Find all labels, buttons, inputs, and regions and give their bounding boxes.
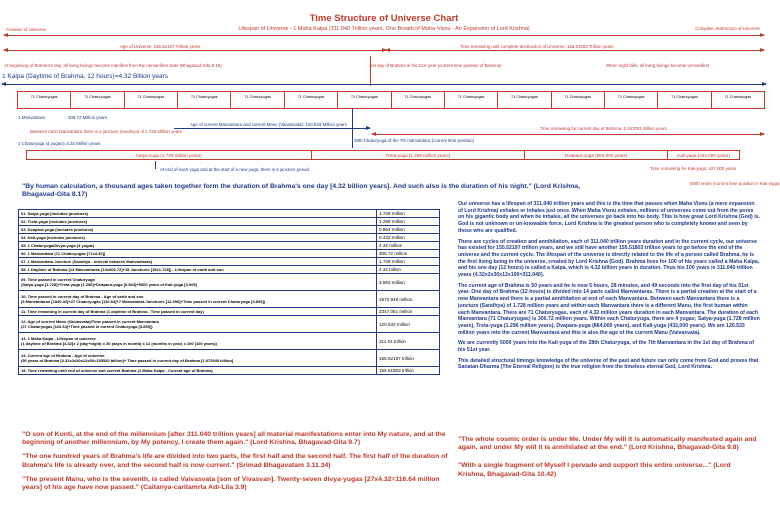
table-value: 4.32 million [377,242,440,250]
table-row [19,308,440,316]
table-row [19,367,440,375]
manvantara-label: 1 Manvantara [18,115,45,120]
table-key [19,250,377,258]
manvantara-years-label: 306.72 Million years [68,115,108,120]
chaturyuga-box: 71 Chaturyugas [178,92,231,108]
table-row [19,226,440,234]
chaturyuga-box: 71 Chaturyugas [392,92,445,108]
chaturyuga-box: 71 Chaturyugas [498,92,551,108]
table-key-detail: (6 Manvantaras [1840.32]+27 Chaturyugas [116.64]+7 Manvantara Junctures [12.096]+Time passed in current Chaturyuga [3.893]) [21,299,266,304]
table-row [19,218,440,226]
scripture-quote: "The whole cosmic order is under Me. Under My will it is automatically manifested again and again, and under My will it is annihilated at the end." (Lord Krishna, Bhagavad-Gita 9.8) [458,436,757,452]
description-paragraph: This detailed structural timings knowledge of the universe of the past and future can only come from God and proves that Sanatan-Dharma (The Eternal Religion) is the true religion from the timeless eternal God, Lord Krishna. [458,357,759,371]
kali-current-label: 5000 years (current time position in Kali-yuga) [690,181,780,186]
lifespan-arrow [4,35,764,36]
current-chaturyuga-label: 28th Chaturyuga of the 7th manvantara (current time position) [354,138,475,143]
chart-subtitle: Lifespan of Universe - 1 Maha Kalpa (311.040 Trillion years, One Breath of Maha-Visnu - An Expansion of Lord Krishna) [238,26,530,32]
creation-label: Creation of Universe [6,27,47,32]
table-key-label: 04. Kali-yuga (includes junctures) [21,235,85,240]
remaining-label: Time remaining until complete destruction of Universe: 155.51803 Trillion years [460,44,614,49]
juncture-label: Between each Manvantara there is a juncture (sandhya) of 1.728 Million years [30,129,182,134]
table-key [19,333,377,350]
chaturyuga-box: 71 Chaturyugas [338,92,391,108]
table-key-detail: (27 Chaturyugas [116.64]+Time passed in current Chaturyuga [3.893]) [21,324,153,329]
chaturyuga-box: 71 Chaturyugas [724,95,752,99]
table-row [19,350,440,367]
yuga-satya: Satya-yuga (1.728 million years) [27,151,312,159]
table-key-label: 03. Dvapara-yuga (includes junctures) [21,227,94,232]
scripture-quote: "The present Manu, who is the seventh, is called Vaivasvata [son of Vivasvan]. Twenty-seven divya-yugas [27x4.32=116.64 million years] of his age have now passed." (Caitanya-caritamrta Adi-Lila 3.9) [22,475,440,492]
table-value: 1.728 million [377,258,440,266]
table-row [19,333,440,350]
remaining-day-label: Time remaining for current day of Brahma: 2.347051 Billion years [540,126,667,131]
kalpa-arrow [2,84,766,85]
table-value: 2347.051 million [377,308,440,316]
description-text [458,201,760,375]
age-manvantara-arrow [174,128,370,129]
age-manvantara-label: Age of current Manvantara and current Manu (Vaivasvata): 120.533 Million years [190,122,347,127]
table-key-label: 06. 1 Manvantara (71 Chaturyugas [71x4.32]) [21,251,106,256]
night-falls-label: When night falls, all living beings become unmanifest [606,63,709,68]
chaturyuga-box: 71 Chaturyugas [125,92,178,108]
table-key-label: 14. Current age of Brahma - Age of universe [21,353,105,358]
current-day-marker [370,56,371,86]
juncture-note-label: At end of each yuga and at the start of a new yuga, there is a juncture period [160,167,309,172]
scripture-quote: "The one hundred years of Brahma's life are divided into two parts, the first half and the second half. The first half of the duration of Brahma's life is already over, and the second half is now current." (Srimad Bhagavatam 3.11.34) [22,453,448,469]
description-paragraph: The current age of Brahma is 50 years and he is now 5 hours, 28 minutes, and 49 seconds into the first day of his 51st year. One day of Brahma (12 hours) is divided into 14 parts called Manvantaras. There is a partial creation at the start of a new Manvantara and there is a partial annihilation at end of each Manvantara. Between each Manvantara there is a juncture (Sandhya) of 1.728 million years and within each Manvantara there is a different Manu, the first human within each Manvantara. There are 71 Chaturyugas, each of 4.32 million years duration in each Manvantara. The duration of each Manvantara (71 Chaturyugas) is 306.72 million years. Within each Chaturyuga, there are 4 yugas; Satya-yuga (1.728 million years), Treta-yuga (1.296 million years), Dvapara-yuga (864,000 years), and Kali-yuga (432,000 years). We are 120.533 million years into the current Manvantara and this is also the age of the current Manu (Vaivasvata). [458,282,760,336]
table-key [19,316,377,333]
quotes-left [22,431,452,498]
chaturyuga-box: 71 Chaturyugas [285,92,338,108]
day-begin-label: At beginning of Brahma's day, all living beings become manifest from the unmanifest state (Bhagavad-Gita 8.18) [4,63,222,68]
juncture-note-marker [155,161,156,169]
table-key-detail: (50 years of Brahma [4.32x2x30x12x50=155520 billion]+ Time passed in current day of Brahma [1.972949 billion] [21,358,234,363]
table-key [19,308,377,316]
table-key [19,274,377,291]
table-row [19,234,440,242]
table-key-label: 02. Treta-yuga (includes junctures) [21,219,88,224]
table-value: 155.52197 trillion [377,350,440,367]
quotes-right [458,436,758,489]
table-row [19,258,440,266]
chaturyuga-box: 71 Chaturyugas [552,92,605,108]
table-key-label: 10. Time passed in current day of Brahma - Age of earth and sun [21,294,144,299]
table-key-label: 11. Time remaining in current day of Brahma (1 daytime of Brahma - Time passed in current day) [21,309,204,314]
table-key-detail: (1 daytime of Brahma [4.32]x 2 (day+night) x 30 (days in month) x 12 (months in year) x 100 (100 years)) [21,341,217,346]
table-value: 120.533 million [377,316,440,333]
chaturyuga-box: 71 Chaturyugas [18,92,71,108]
table-value: 311.04 trillion [377,333,440,350]
table-value: 1.728 million [377,210,440,218]
current-day-label: 1st day of Brahma in his 51st year (current time position of Brahma) [370,63,502,68]
scripture-quote: "With a single fragment of Myself I pervade and support this entire universe..." (Lord Krishna, Bhagavad-Gita 10.42) [458,462,731,478]
yuga-kali: Kali-yuga (432,000 years) [677,153,730,158]
table-value: 0.864 million [377,226,440,234]
table-key [19,266,377,274]
time-table [18,209,440,375]
chaturyuga-row [17,91,765,109]
remaining-arrow [386,50,764,51]
chaturyuga-box: 71 Chaturyugas [231,92,284,108]
kalpa-label: 1 Kalpa (Daytime of Brahma, 12 hours)=4.32 Billion years [2,73,169,80]
table-key [19,234,377,242]
table-value: 1.296 million [377,218,440,226]
table-key [19,210,377,218]
table-key [19,367,377,375]
chaturyuga-box: 71 Chaturyugas [658,92,711,108]
table-value: 306.72 million [377,250,440,258]
table-row [19,210,440,218]
table-key-label: 05. 1 Chaturyuga/Divya-yuga (4 yugas) [21,243,95,248]
table-key-label: 09. Time passed in current Chaturyuga [21,277,95,282]
quote-bg-8-17: "By human calculation, a thousand ages taken together form the duration of Brahma's one day [4.32 billion years]. And such also is the duration of his night." (Lord Krishna, Bhagavad-Gita 8.17) [22,183,581,199]
table-key-label: 15. Time remaining until end of universe and current Brahma (1 Maha Kalpa - Current age of Brahma) [21,368,213,373]
table-key-label: 01. Satya-yuga (includes junctures) [21,211,89,216]
table-value: 1972.949 million [377,291,440,308]
table-row [19,274,440,291]
yuga-treta: Treta-yuga (1.296 million years) [312,151,526,159]
table-key [19,291,377,308]
description-paragraph: Our universe has a lifespan of 311.040 trillion years and this is the time that passes when Maha Visnu (a mere expansion of Lord Krishna) exhales or inhales just once. When Maha Visnu exhales, millions of universes come out from the pores on his gigantic body and when he inhales, all the universes go back into his body. This is how great Lord Krishna (God) is. God is not unknown or un-knowable force, Lord Krishna is the greatest person who is completely known and seen by those who are qualified. [458,201,760,234]
table-key [19,258,377,266]
table-key-label: 08. 1 Daytime of Brahma (14 Manvantaras [14x306.72]+15 Junctures [15x1.728]) - Lifespan of earth and sun [21,267,224,272]
scripture-quote: "O son of Kunti, at the end of the millennium [after 311.040 trillion years] all material manifestations enter into My nature, and at the beginning of another millennium, by My potency, I create them again." (Lord Krishna, Bhagavad-Gita 9.7) [22,431,446,447]
kali-remaining-label: Time remaining for Kali-yuga: 427,000 years [650,166,737,171]
table-key [19,242,377,250]
table-row [19,266,440,274]
table-value: 3.893 million [377,274,440,291]
table-value: 155.51803 trillion [377,367,440,375]
table-row [19,250,440,258]
description-paragraph: We are currently 5000 years into the Kali-yuga of the 28th Chaturyuga, of the 7th Manvantara in the 1st day of Brahma of his 51st year. [458,340,754,354]
chart-title: Time Structure of Universe Chart [309,13,459,24]
current-chaturyuga-marker [352,108,353,148]
table-key-detail: (Satya-yuga [1.728]+Treta-yuga [1.296]+Dvapara-yuga [0.864]+5000 years of Kali-yuga [0.005] [21,282,197,287]
table-key [19,350,377,367]
table-key-label: 13. 1 Maha Kalpa - Lifespan of universe [21,336,96,341]
table-row [19,316,440,333]
table-value: 0.432 million [377,234,440,242]
one-chaturyuga-label: 1 Chaturyuga (4 yugas)=4.32 Million years [18,141,101,146]
chaturyuga-box: 71 Chaturyugas [71,92,124,108]
yuga-dvapara: Dvapara-yuga (864,000 years) [525,151,668,159]
age-label: Age of Universe: 155.52197 Trillion years [120,44,201,49]
table-row [19,242,440,250]
description-paragraph: There are cycles of creation and annihilation, each of 311.040 trillion years duration and in the current cycle, our universe has existed for 155.52197 trillion years, and we still have another 155.51803 trillion years to go before the end of the universe and the current cycle. The lifespan of the universe is directly related to the life of a person called Brahma, he is the first living being in the universe, created by Lord Krishna (God). Brahma lives for 100 of his years called a Maha Kalpa, and his one day (12 hours) is called a Kalpa, which is 4.32 billion years in duration. Thus his 100 years is 311.040 trillion years (4.32x2x30x12x100=311.040). [458,238,760,279]
table-key [19,218,377,226]
table-key-label: 12. Age of current Manu (Vaivasvata)/Time passed in current Manvantara [21,319,159,324]
destruction-label: Complete destruction of Universe [695,26,760,31]
table-row [19,291,440,308]
age-arrow [4,50,386,51]
remaining-day-arrow [372,134,764,135]
chaturyuga-box: 71 Chaturyugas [605,92,658,108]
yuga-bar [26,150,740,160]
table-key [19,226,377,234]
table-value: 4.32 billion [377,266,440,274]
table-key-label: 07. 1 Manvantara Juncture (Sandhya - Interval between Manvantaras) [21,259,153,264]
chaturyuga-box: 71 Chaturyugas [445,92,498,108]
